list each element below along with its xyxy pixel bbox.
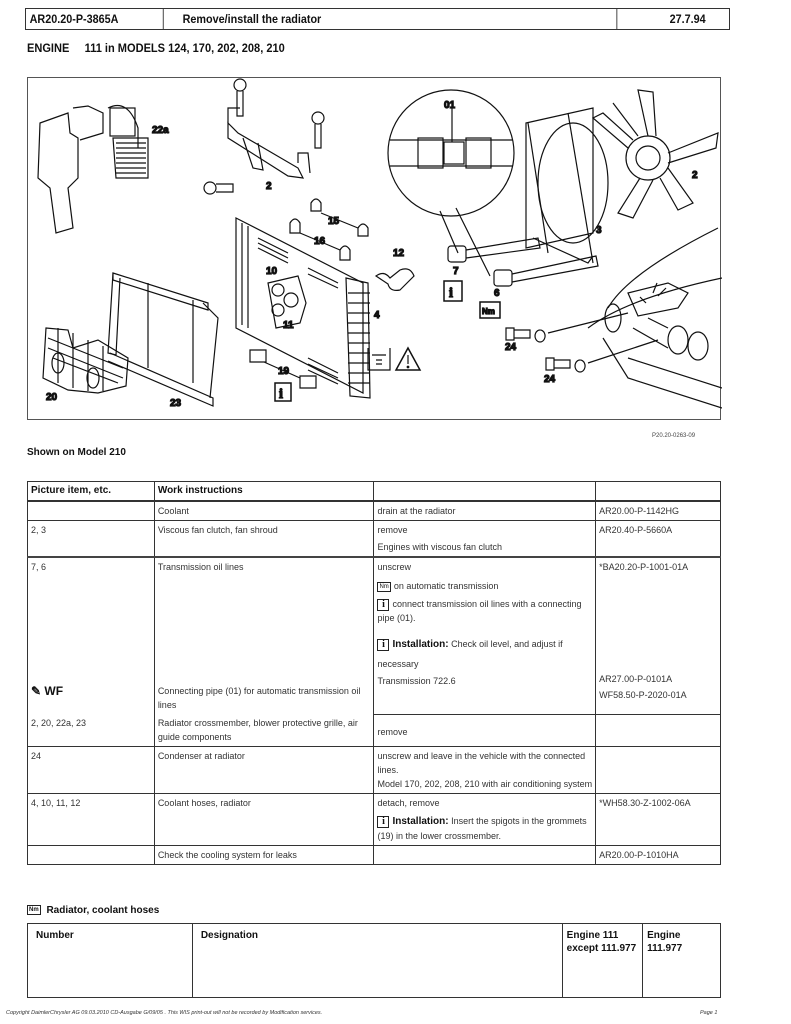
item-cell: 2, 20, 22a, 23 [28, 714, 155, 747]
col-header-engine-111977: Engine 111.977 [643, 924, 721, 998]
reference-link[interactable]: *WH58.30-Z-1002-06A [596, 794, 721, 846]
svg-text:20: 20 [46, 392, 58, 403]
svg-text:16: 16 [314, 236, 326, 247]
torque-nm-icon: Nm [29, 907, 39, 914]
instruction-cell: Coolant hoses, radiator [154, 794, 374, 846]
svg-text:12: 12 [393, 248, 405, 259]
col-header-reference [596, 482, 721, 502]
torque-section-heading: Nm Radiator, coolant hoses [29, 905, 160, 916]
instruction-cell: Connecting pipe (01) for automatic transmission oil lines [154, 682, 374, 714]
svg-text:7: 7 [453, 266, 459, 277]
svg-text:11: 11 [283, 320, 294, 331]
engine-models-heading: ENGINE 111 in MODELS 124, 170, 202, 208, 210 [27, 41, 285, 55]
doc-title: Remove/install the radiator [179, 9, 617, 29]
svg-text:10: 10 [266, 266, 278, 277]
instruction-cell: Radiator crossmember, blower protective grille, air guide components [154, 714, 374, 747]
reference-cell [596, 714, 721, 747]
svg-text:Nm: Nm [482, 307, 495, 316]
action-cell: unscrew and leave in the vehicle with the connected lines. Model 170, 202, 208, 210 with air conditioning system [374, 747, 596, 794]
table-row [28, 714, 721, 747]
reference-link[interactable]: AR27.00-P-0101A [599, 674, 673, 684]
col-header-work-instructions: Work instructions [154, 482, 374, 502]
reference-link[interactable]: *BA20.20-P-1001-01A [599, 562, 689, 572]
instruction-cell: Coolant [154, 501, 374, 521]
table-row [28, 521, 721, 558]
torque-table [27, 923, 721, 998]
info-icon: i [377, 639, 389, 651]
col-header-designation: Designation [192, 924, 562, 998]
svg-text:15: 15 [328, 216, 340, 227]
item-cell: 2, 3 [28, 521, 155, 558]
svg-text:3: 3 [596, 225, 602, 236]
table-row [28, 557, 721, 682]
svg-text:23: 23 [170, 398, 182, 409]
col-header-number: Number [28, 924, 193, 998]
item-cell: 7, 6 [28, 557, 155, 682]
doc-date: 27.7.94 [669, 12, 706, 26]
svg-text:2: 2 [692, 170, 698, 181]
svg-text:22a: 22a [152, 125, 169, 136]
transmission-oil-lines [448, 238, 598, 286]
item-cell: ✎ WF [28, 682, 155, 714]
instruction-cell: Check the cooling system for leaks [154, 846, 374, 865]
document-header [25, 8, 730, 30]
table-row [28, 501, 721, 521]
item-cell: 24 [28, 747, 155, 794]
info-icon: i [377, 816, 389, 828]
reference-cell [596, 747, 721, 794]
action-cell [374, 846, 596, 865]
reference-link[interactable]: AR20.00-P-1142HG [596, 501, 721, 521]
reference-link[interactable]: AR20.00-P-1010HA [596, 846, 721, 865]
copyright-footer: Copyright DaimlerChrysler AG 09.03.2010 CD-Ausgabe G/09/05 . This WIS print-out will not be recorded by Modification services. [6, 1010, 323, 1016]
table-row [28, 794, 721, 846]
action-cell: remove Engines with viscous fan clutch [374, 521, 596, 558]
doc-number: AR20.20-P-3865A [26, 9, 164, 29]
instruction-cell: Transmission oil lines [154, 557, 374, 682]
reference-cell [596, 557, 721, 714]
table-row [28, 846, 721, 865]
item-cell [28, 501, 155, 521]
warning-icon [396, 348, 420, 370]
instruction-cell: Viscous fan clutch, fan shroud [154, 521, 374, 558]
item-cell [28, 846, 155, 865]
svg-text:24: 24 [505, 342, 517, 353]
reference-link[interactable]: WF58.50-P-2020-01A [599, 690, 687, 700]
figure-reference: P20.20-0263-09 [652, 433, 696, 439]
viscous-fan [593, 90, 718, 218]
action-cell: unscrew Nm on automatic transmission i connect transmission oil lines with a connecting pipe (01). i Installation: Check oil level, and adjust if necessary Transmission 722.6 [374, 557, 596, 714]
exploded-diagram [27, 77, 721, 420]
radiator [236, 218, 370, 398]
action-cell: detach, remove i Installation: Insert the spigots in the grommets (19) in the lower crossmember. [374, 794, 596, 846]
svg-text:19: 19 [278, 366, 290, 377]
torque-header-row [28, 924, 721, 998]
svg-text:24: 24 [544, 374, 556, 385]
svg-text:i: i [279, 387, 283, 402]
page-number: Page 1 [700, 1010, 718, 1016]
connecting-pipe-detail [388, 90, 514, 276]
work-instructions-table [27, 481, 721, 865]
torque-nm-icon: Nm [379, 583, 389, 590]
special-tool-icon: ✎ [31, 684, 42, 698]
item-cell: 4, 10, 11, 12 [28, 794, 155, 846]
action-cell: remove [374, 714, 596, 747]
action-cell: drain at the radiator [374, 501, 596, 521]
svg-text:4: 4 [374, 310, 380, 321]
air-guide-bracket [38, 106, 148, 234]
coolant-icon [368, 348, 390, 370]
blower-protective-grille [43, 328, 128, 393]
table-header-row [28, 482, 721, 502]
svg-text:6: 6 [494, 288, 500, 299]
table-row [28, 747, 721, 794]
instruction-cell: Condenser at radiator [154, 747, 374, 794]
figure-caption: Shown on Model 210 [27, 447, 126, 458]
info-icon: i [377, 599, 389, 611]
svg-text:2: 2 [266, 181, 272, 192]
col-header-action [374, 482, 596, 502]
crossmember-bracket [204, 79, 324, 194]
col-header-engine-111-except: Engine 111 except 111.977 [562, 924, 642, 998]
col-header-picture-item: Picture item, etc. [28, 482, 155, 502]
svg-text:i: i [449, 286, 453, 301]
svg-text:01: 01 [444, 100, 456, 111]
reference-link[interactable]: AR20.40-P-5660A [596, 521, 721, 558]
